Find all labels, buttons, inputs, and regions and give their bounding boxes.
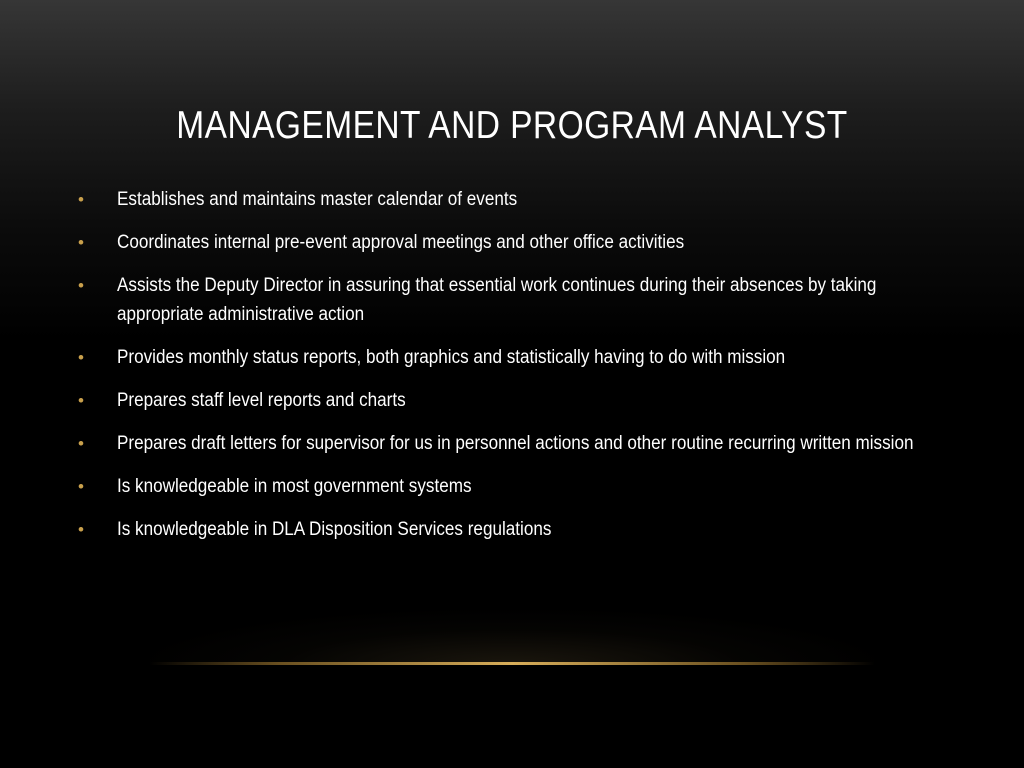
accent-glow bbox=[150, 610, 874, 665]
bullet-text: Is knowledgeable in most government systems bbox=[117, 476, 472, 497]
bullet-icon: • bbox=[78, 434, 84, 453]
bullet-text: Provides monthly status reports, both graphics and statistically having to do with mission bbox=[117, 347, 786, 368]
bullet-item bbox=[78, 271, 968, 329]
bullet-icon: • bbox=[78, 276, 84, 295]
slide-title: MANAGEMENT AND PROGRAM ANALYST bbox=[176, 104, 848, 147]
bullet-item bbox=[78, 515, 968, 544]
bullet-text: Coordinates internal pre-event approval meetings and other office activities bbox=[117, 232, 685, 253]
bullet-text: Prepares staff level reports and charts bbox=[117, 390, 406, 411]
bullet-item bbox=[78, 228, 968, 257]
bullet-icon: • bbox=[78, 233, 84, 252]
bullet-item bbox=[78, 185, 968, 214]
bullet-icon: • bbox=[78, 477, 84, 496]
bullet-text: Prepares draft letters for supervisor for us in personnel actions and other routine recurring written mission bbox=[117, 433, 914, 454]
bullet-icon: • bbox=[78, 190, 84, 209]
bullet-text: Is knowledgeable in DLA Disposition Services regulations bbox=[117, 519, 552, 540]
bullet-list bbox=[78, 185, 968, 558]
bullet-item bbox=[78, 472, 968, 501]
bullet-text: Establishes and maintains master calendar of events bbox=[117, 189, 518, 210]
bullet-icon: • bbox=[78, 520, 84, 539]
accent-line bbox=[150, 662, 874, 665]
bullet-icon: • bbox=[78, 391, 84, 410]
bullet-item bbox=[78, 386, 968, 415]
bullet-item bbox=[78, 343, 968, 372]
bullet-icon: • bbox=[78, 348, 84, 367]
bullet-text: Assists the Deputy Director in assuring that essential work continues during their absences by taking appropriate administrative action bbox=[117, 275, 877, 325]
bullet-item bbox=[78, 429, 968, 458]
